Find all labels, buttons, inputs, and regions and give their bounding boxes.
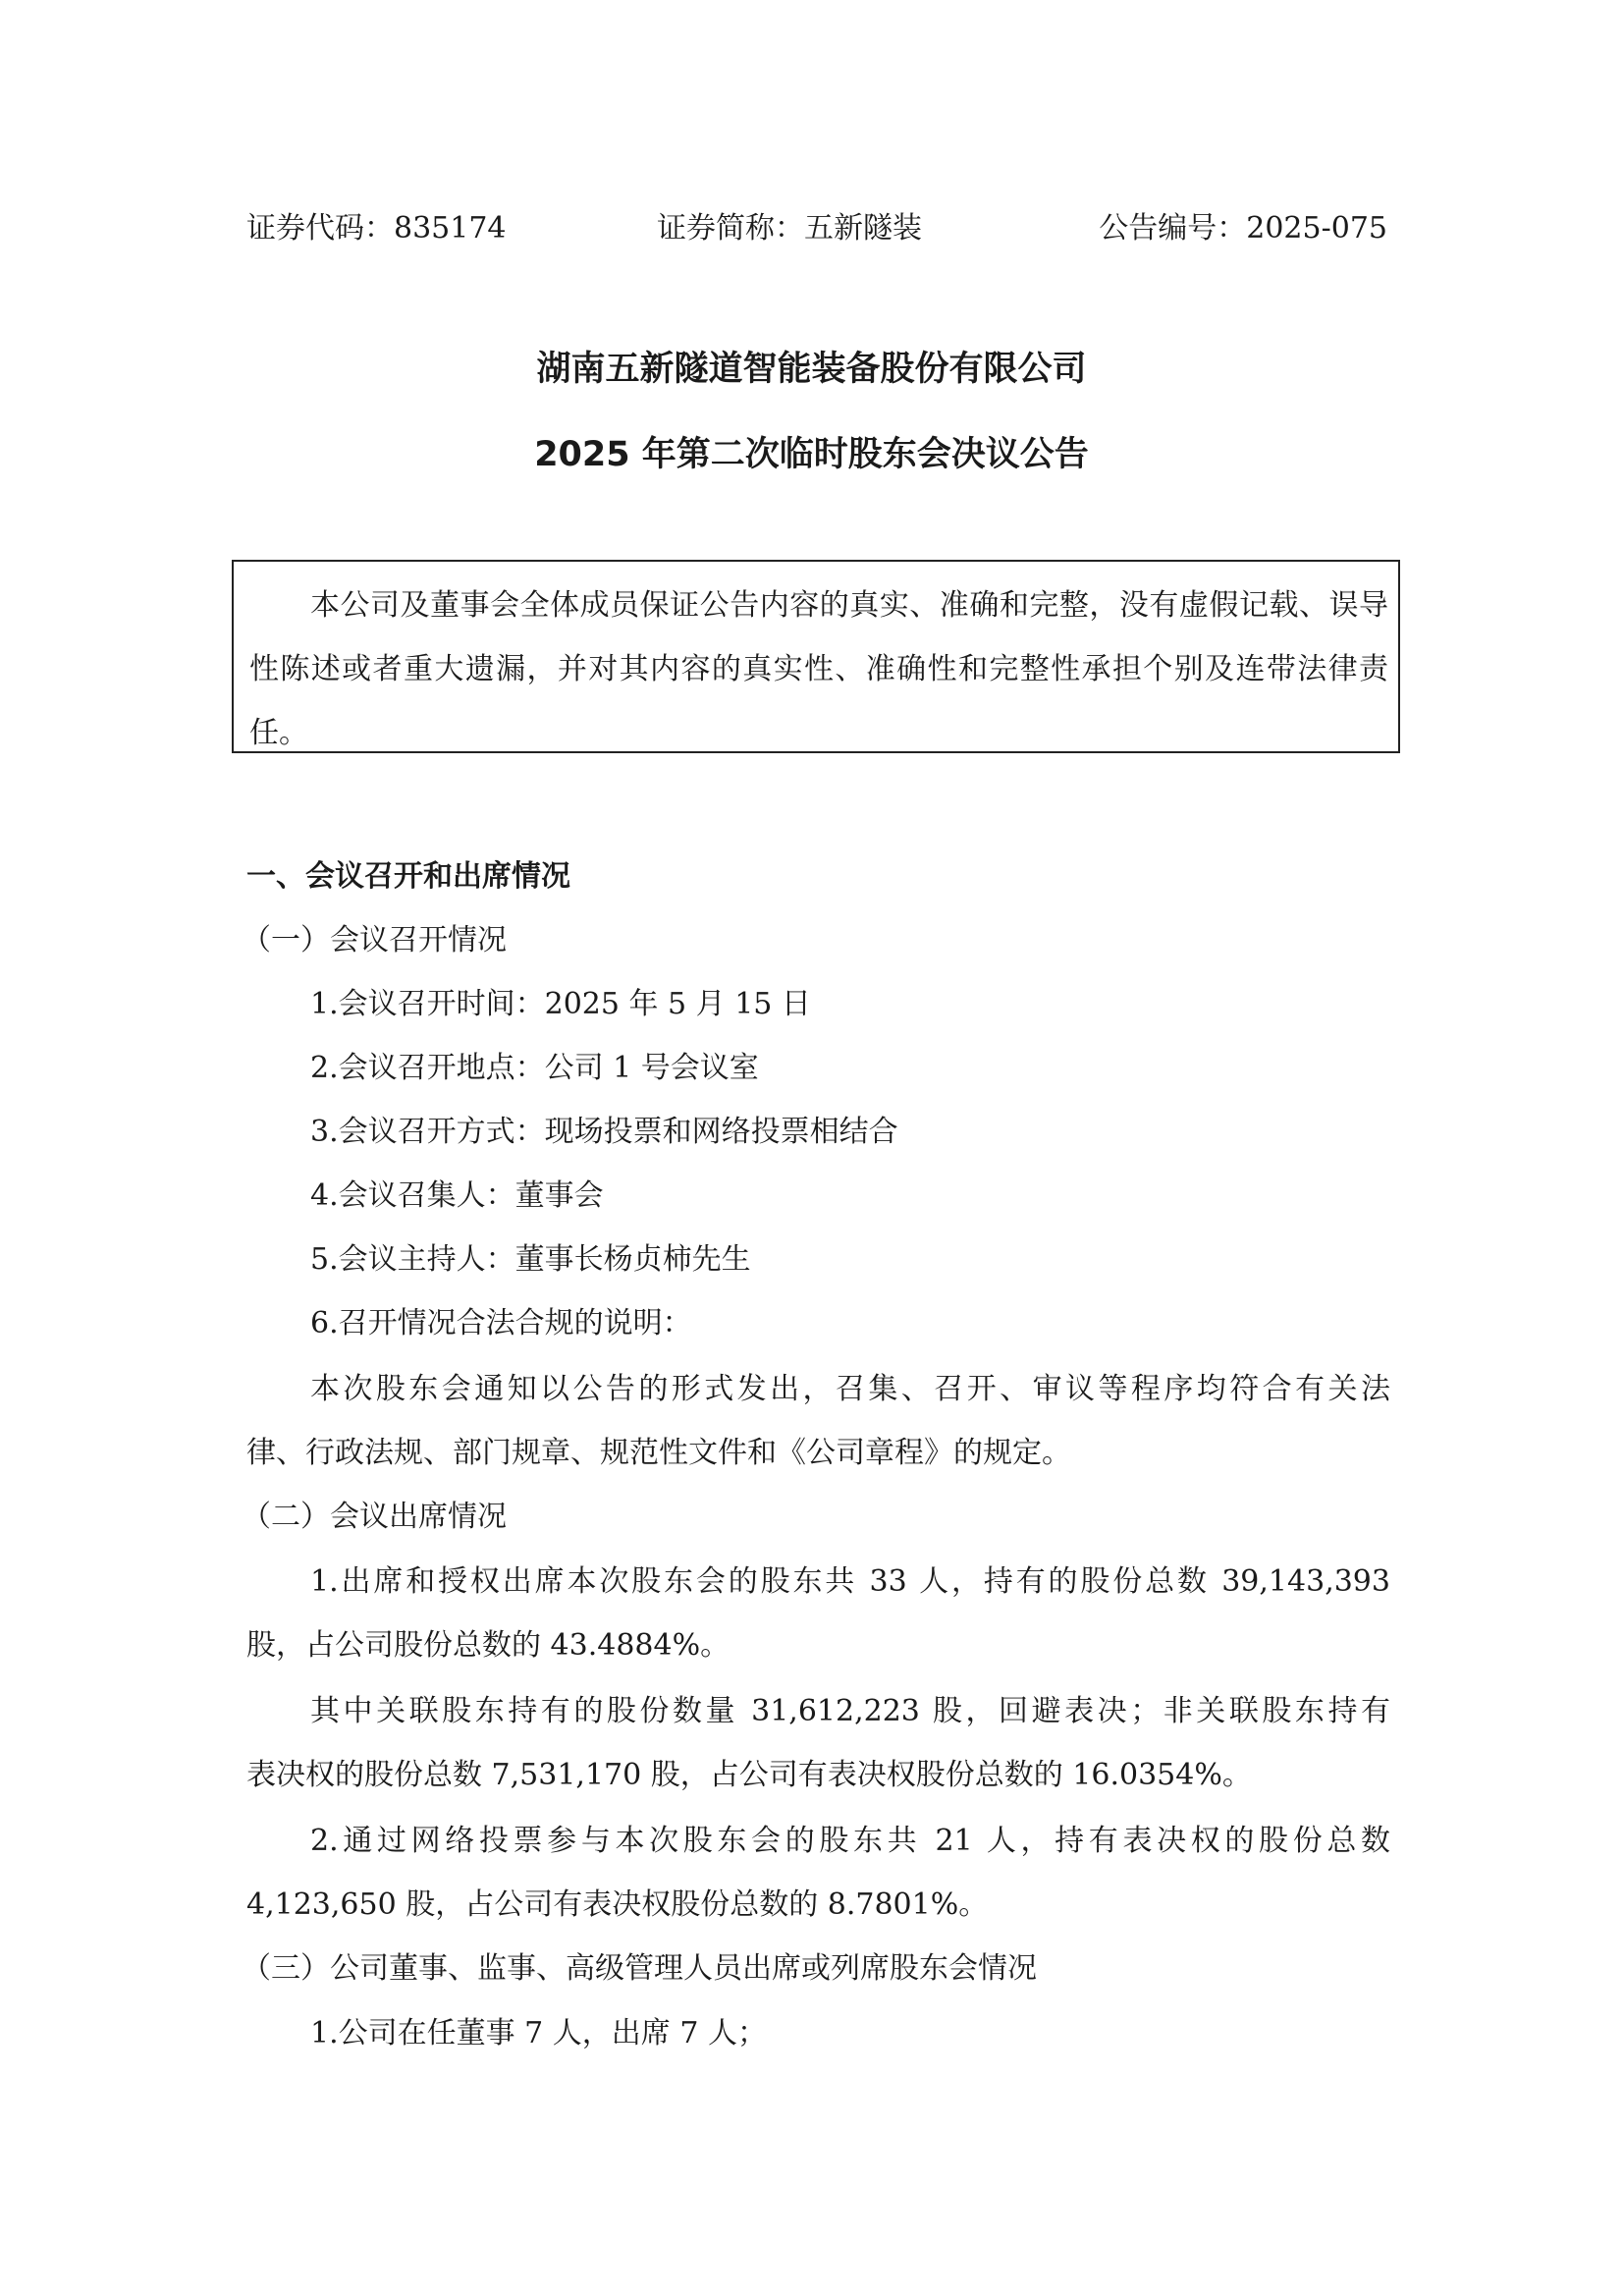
disclaimer-box [232,560,1400,753]
paragraph-line: 律、行政法规、部门规章、规范性文件和《公司章程》的规定。 [246,1436,1071,1470]
list-item: 4.会议召集人：董事会 [310,1178,604,1213]
section-heading: 一、会议召开和出席情况 [246,859,570,894]
list-item: 6.召开情况合法合规的说明： [310,1306,692,1340]
announcement-title: 2025 年第二次临时股东会决议公告 [534,435,1089,474]
list-item: 2.会议召开地点：公司 1 号会议室 [310,1051,759,1085]
subsection-heading: （一）会议召开情况 [242,923,507,957]
subsection-heading: （二）会议出席情况 [242,1500,507,1534]
paragraph-line: 本次股东会通知以公告的形式发出，召集、召开、审议等程序均符合有关法 [310,1372,1390,1406]
paragraph-line: 股，占公司股份总数的 43.4884%。 [246,1628,730,1663]
list-item: 3.会议召开方式：现场投票和网络投票相结合 [310,1115,898,1149]
disclaimer-text: 本公司及董事会全体成员保证公告内容的真实、准确和完整，没有虚假记载、误导性陈述或者重大遗漏，并对其内容的真实性、准确性和完整性承担个别及连带法律责任。 [249,588,1388,750]
paragraph-line: 1.出席和授权出席本次股东会的股东共 33 人，持有的股份总数 39,143,393 [310,1564,1390,1599]
paragraph-line: 4,123,650 股，占公司有表决权股份总数的 8.7801%。 [246,1887,989,1922]
announcement-number: 公告编号：2025-075 [1099,211,1387,246]
company-name-title: 湖南五新隧道智能装备股份有限公司 [536,350,1087,389]
announcement-header [246,204,1387,253]
security-code: 证券代码：835174 [246,211,507,246]
paragraph-line: 其中关联股东持有的股份数量 31,612,223 股，回避表决；非关联股东持有 [310,1694,1390,1728]
list-item: 1.公司在任董事 7 人，出席 7 人； [310,2016,767,2050]
paragraph-line: 2.通过网络投票参与本次股东会的股东共 21 人，持有表决权的股份总数 [310,1824,1390,1858]
list-item: 5.会议主持人：董事长杨贞柿先生 [310,1242,751,1277]
security-abbreviation: 证券简称：五新隧装 [657,211,922,246]
paragraph-line: 表决权的股份总数 7,531,170 股，占公司有表决权股份总数的 16.0354%。 [246,1758,1252,1792]
subsection-heading: （三）公司董事、监事、高级管理人员出席或列席股东会情况 [242,1951,1037,1986]
list-item: 1.会议召开时间：2025 年 5 月 15 日 [310,987,811,1021]
